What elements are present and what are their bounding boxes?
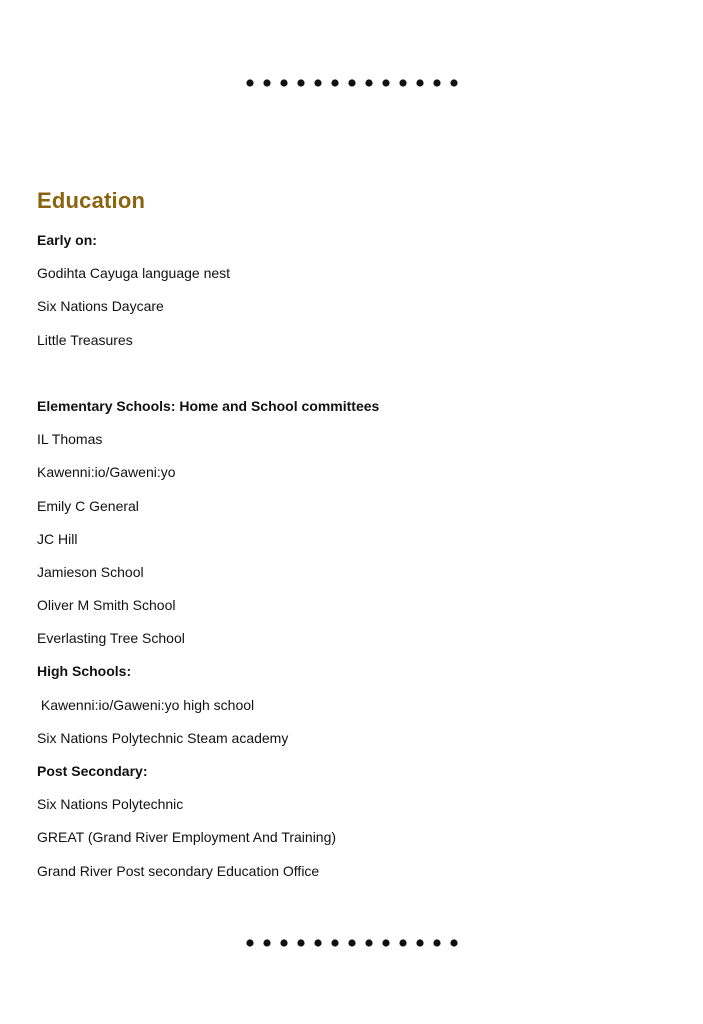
divider-dot [280,939,287,946]
list-item: Jamieson School [37,563,144,580]
list-item: Oliver M Smith School [37,597,176,614]
divider-dot [331,79,338,86]
subheading: Post Secondary: [37,763,148,779]
list-item: Everlasting Tree School [37,630,185,647]
list-item: Six Nations Polytechnic Steam academy [37,729,289,746]
blank-line [37,363,657,396]
list-item: GREAT (Grand River Employment And Training) [37,829,337,846]
section-heading: Education [37,188,146,213]
divider-dot [280,79,287,86]
divider-dot [246,79,253,86]
divider-dot [433,79,440,86]
subheading: Elementary Schools: Home and School committees [37,397,380,414]
top-dotted-divider [246,76,458,90]
divider-dot [263,79,270,86]
list-item: Emily C General [37,497,139,514]
divider-dot [450,939,457,946]
divider-dot [382,79,389,86]
divider-dot [365,79,372,86]
divider-dot [382,939,389,946]
divider-dot [297,939,304,946]
list-item: Six Nations Daycare [37,298,164,315]
divider-dot [348,79,355,86]
list-item: Kawenni:io/Gaweni:yo high school [37,696,255,713]
education-section [37,186,657,879]
divider-dot [450,79,457,86]
list-item: Six Nations Polytechnic [37,796,184,813]
list-item: Kawenni:io/Gaweni:yo [37,464,176,481]
education-list [37,230,657,894]
subheading: Early on: [37,232,97,248]
divider-dot [416,79,423,86]
bottom-dotted-divider [246,936,458,950]
list-item: Godihta Cayuga language nest [37,265,231,282]
list-item: JC Hill [37,530,78,547]
divider-dot [433,939,440,946]
divider-dot [348,939,355,946]
divider-dot [314,79,321,86]
divider-dot [314,939,321,946]
divider-dot [365,939,372,946]
subheading: High Schools: [37,663,132,680]
divider-dot [297,79,304,86]
list-item: IL Thomas [37,431,103,448]
list-item: Grand River Post secondary Education Office [37,862,320,879]
divider-dot [331,939,338,946]
divider-dot [263,939,270,946]
list-item: Little Treasures [37,331,133,348]
divider-dot [246,939,253,946]
divider-dot [399,79,406,86]
divider-dot [416,939,423,946]
divider-dot [399,939,406,946]
